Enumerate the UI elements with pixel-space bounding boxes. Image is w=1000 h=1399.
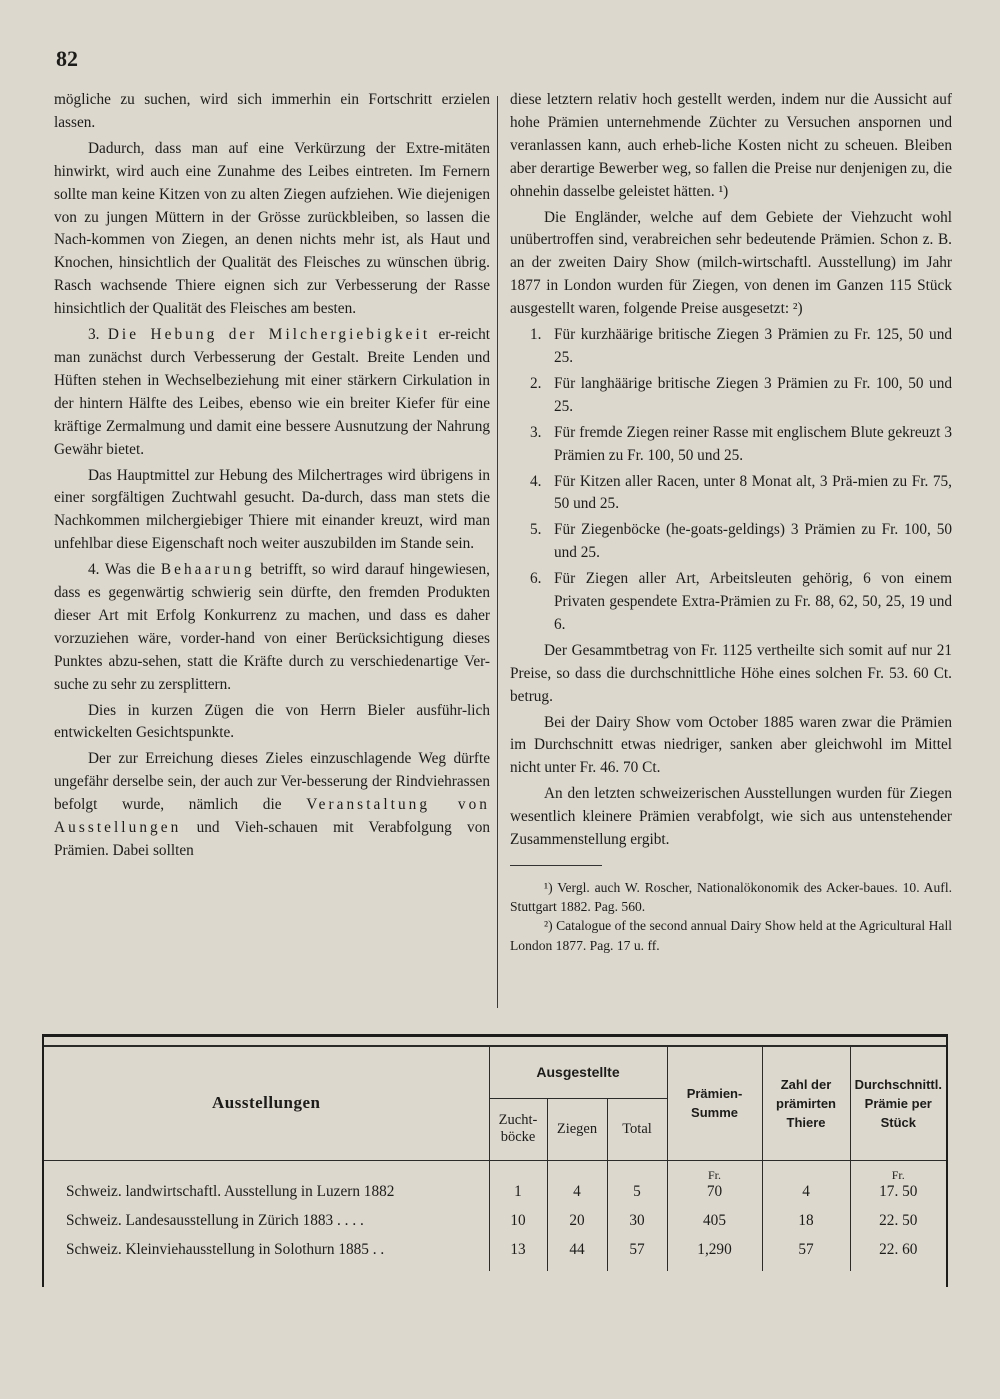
cell-ziegen: 20 (547, 1212, 607, 1241)
emphasis-text: Veranstaltung von Ausstellungen (54, 796, 490, 837)
header-zuchtboecke: Zucht-böcke (489, 1098, 547, 1160)
statistics-table (44, 1045, 946, 1271)
cell-zuchtboecke: 10 (489, 1212, 547, 1241)
footnote-divider (510, 865, 602, 866)
list-number: 2. (530, 374, 542, 392)
header-ausgestellte: Ausgestellte (489, 1046, 667, 1098)
unit-label: Fr. (667, 1160, 762, 1183)
cell-durchschnitt: 22. 50 (850, 1212, 946, 1241)
list-number: 3. (530, 423, 542, 441)
footnote: ²) Catalogue of the second annual Dairy Show held at the Agricultural Hall London 1877. Pag. 17 u. ff. (510, 918, 952, 953)
row-label: Schweiz. Kleinviehausstellung in Solothurn 1885 . . (44, 1241, 489, 1271)
footnote-ref: ²) (792, 300, 803, 318)
cell-durchschnitt: 22. 60 (850, 1241, 946, 1271)
cell-total: 57 (607, 1241, 667, 1271)
paragraph: Dadurch, dass man auf eine Verkürzung der Extre-mitäten hinwirkt, wird auch eine Zunahme des Leibes eintreten. Im Fernern sollte man keine Kitzen von zu alten Ziegen aufziehen. Wie diejenigen von zu jungen Müttern in der Grösse zurückbleiben, so lassen die Nach-kommen von Ziegen, an denen nichts mehr ist, als Haut und Knochen, hinsichtlich der Qualität des Fleisches zu wünschen übrig. Rasch wachsende Thiere eignen sich zur Verbesserung der Rasse hinsichtlich der Qualität des Fleisches am besten. (54, 139, 490, 318)
paragraph-text: und Vieh-schauen mit Verabfolgung von Prämien. Dabei sollten (54, 819, 491, 859)
unit-label: Fr. (850, 1160, 946, 1183)
table-row (44, 1183, 946, 1212)
paragraph-text: Was die (104, 561, 156, 579)
statistics-table-frame (42, 1034, 948, 1287)
header-total: Total (607, 1098, 667, 1160)
list-item (510, 422, 952, 468)
cell-zuchtboecke: 1 (489, 1183, 547, 1212)
paragraph: Bei der Dairy Show vom October 1885 waren zwar die Prämien im Durchschnitt etwas niedriger, sanken aber gleichwohl im Mittel nicht unter Fr. 46. 70 Ct. (510, 713, 952, 777)
list-item (510, 373, 952, 419)
paragraph: Der Gesammtbetrag von Fr. 1125 vertheilte sich somit auf nur 21 Preise, so dass die durchschnittliche Höhe eines solchen Fr. 53. 60 Ct. betrug. (510, 641, 952, 705)
list-text: Für Ziegenböcke (he-goats-geldings) 3 Prämien zu Fr. 100, 50 und 25. (554, 521, 952, 562)
paragraph-text: betrifft, so wird darauf hingewiesen, dass es gegenwärtig schwierig sein dürfte, den fremden Produkten dieser Art mit Erfolg Konkurrenz zu machen, und dass es daher vorzuziehen wäre, vorder-hand von einer Berücksichtigung dieses Punktes abzu-sehen, statt die Kräfte durch zu verschiedenartige Ver-suche zu sehr zu zersplittern. (54, 561, 491, 693)
cell-summe: 1,290 (667, 1241, 762, 1271)
paragraph: Dies in kurzen Zügen die von Herrn Bieler ausführ-lich entwickelten Gesichtspunkte. (54, 701, 490, 742)
paragraph-text: Die Engländer, welche auf dem Gebiete der Viehzucht wohl unübertroffen sind, verabreichen sehr bedeutende Prämien. Schon z. B. an der zweiten Dairy Show (milch-wirtschaftl. Ausstellung) im Jahr 1877 in London wurden für Ziegen, von denen im Ganzen 115 Stück ausgestellt waren, folgende Preise ausgesetzt: (510, 208, 952, 318)
row-label: Schweiz. landwirtschaftl. Ausstellung in Luzern 1882 (44, 1183, 489, 1212)
list-text: Für Kitzen aller Racen, unter 8 Monat alt, 3 Prä-mien zu Fr. 75, 50 und 25. (554, 472, 952, 513)
footnote: ¹) Vergl. auch W. Roscher, Nationalökonomik des Acker-baues. 10. Aufl. Stuttgart 1882. Pag. 560. (510, 880, 952, 915)
header-zahl-praemirte: Zahl der prämirten Thiere (762, 1046, 850, 1160)
paragraph: Das Hauptmittel zur Hebung des Milchertrages wird übrigens in einer sorgfältigen Zuchtwahl gesucht. Da-durch, dass man stets die Nachkommen milchergiebiger Thiere mit einander kreuzt, wird man unfehlbar diese Eigenschaft noch weiter auszubilden im Stande sein. (54, 466, 490, 553)
paragraph-text: diese letztern relativ hoch gestellt werden, indem nur die Aussicht auf hohe Prämien unternehmende Züchter zu Versuchen anspornen und veranlassen kann, auch erheb-liche Kosten nicht zu scheuen. Bleiben aber derartige Bewerber weg, so fallen die Preise nur denjenigen zu, die ohnehin dasselbe geleistet hätten. (510, 91, 952, 200)
list-number: 6. (530, 570, 542, 588)
paragraph (54, 559, 490, 696)
paragraph: An den letzten schweizerischen Ausstellungen wurden für Ziegen wesentlich kleinere Prämien verabfolgt, wie sich aus untenstehender Zusammenstellung ergibt. (510, 785, 952, 849)
list-text: Für kurzhäärige britische Ziegen 3 Prämien zu Fr. 125, 50 und 25. (554, 326, 952, 366)
unit-row (44, 1160, 946, 1183)
list-number: 1. (530, 326, 542, 344)
left-column (54, 89, 490, 863)
paragraph (54, 324, 490, 461)
list-item (510, 471, 952, 517)
paragraph-text: Der zur Erreichung dieses Zieles einzuschlagende Weg dürfte ungefähr derselbe sein, der auch zur Ver-besserung der Rindviehrassen befolgt wurde, nämlich die (54, 750, 490, 814)
section-number: 4. (88, 561, 100, 579)
list-text: Für fremde Ziegen reiner Rasse mit englischem Blute gekreuzt 3 Prämien zu Fr. 100, 50 und 25. (554, 423, 952, 464)
header-ziegen: Ziegen (547, 1098, 607, 1160)
section-heading: Behaarung (160, 561, 255, 579)
list-item (510, 519, 952, 565)
cell-zahl: 4 (762, 1183, 850, 1212)
list-item (510, 324, 952, 370)
paragraph (510, 89, 952, 204)
section-number: 3. (88, 326, 100, 344)
cell-zahl: 18 (762, 1212, 850, 1241)
list-text: Für Ziegen aller Art, Arbeitsleuten gehörig, 6 von einem Privaten gespendete Extra-Prämien zu Fr. 88, 62, 50, 25, 19 und 6. (554, 570, 952, 633)
row-label: Schweiz. Landesausstellung in Zürich 1883 . . . . (44, 1212, 489, 1241)
table-row (44, 1241, 946, 1271)
cell-durchschnitt: 17. 50 (850, 1183, 946, 1212)
cell-summe: 405 (667, 1212, 762, 1241)
paragraph (510, 207, 952, 322)
column-divider (497, 96, 498, 1008)
cell-total: 5 (607, 1183, 667, 1212)
header-praemien-summe: Prämien-Summe (667, 1046, 762, 1160)
cell-zuchtboecke: 13 (489, 1241, 547, 1271)
list-number: 5. (530, 521, 542, 539)
page-number: 82 (56, 46, 78, 71)
list-number: 4. (530, 472, 542, 490)
footnote-ref: ¹) (718, 182, 729, 200)
cell-zahl: 57 (762, 1241, 850, 1271)
header-durchschnitt: Durchschnittl. Prämie per Stück (850, 1046, 946, 1160)
cell-total: 30 (607, 1212, 667, 1241)
list-item (510, 568, 952, 637)
paragraph (54, 748, 490, 863)
list-text: Für langhäärige britische Ziegen 3 Prämien zu Fr. 100, 50 und 25. (554, 374, 952, 415)
cell-ziegen: 4 (547, 1183, 607, 1212)
right-column (510, 89, 952, 955)
cell-ziegen: 44 (547, 1241, 607, 1271)
paragraph: mögliche zu suchen, wird sich immerhin ein Fortschritt erzielen lassen. (54, 91, 490, 131)
section-heading: Die Hebung der Milchergiebigkeit (107, 326, 431, 344)
header-ausstellungen: Ausstellungen (44, 1046, 489, 1160)
table-row (44, 1212, 946, 1241)
cell-summe: 70 (667, 1183, 762, 1212)
paragraph-text: er-reicht man zunächst durch Verbesserung der Gestalt. Breite Lenden und Hüften stehen in Wechselbeziehung mit einer stärkern Cirkulation in der hintern Hälfte des Leibes, ebenso wie ein breiter Kiefer für eine kräftige Zermalmung und damit eine bessere Ausnutzung der Nahrung Gewähr bietet. (54, 326, 490, 458)
